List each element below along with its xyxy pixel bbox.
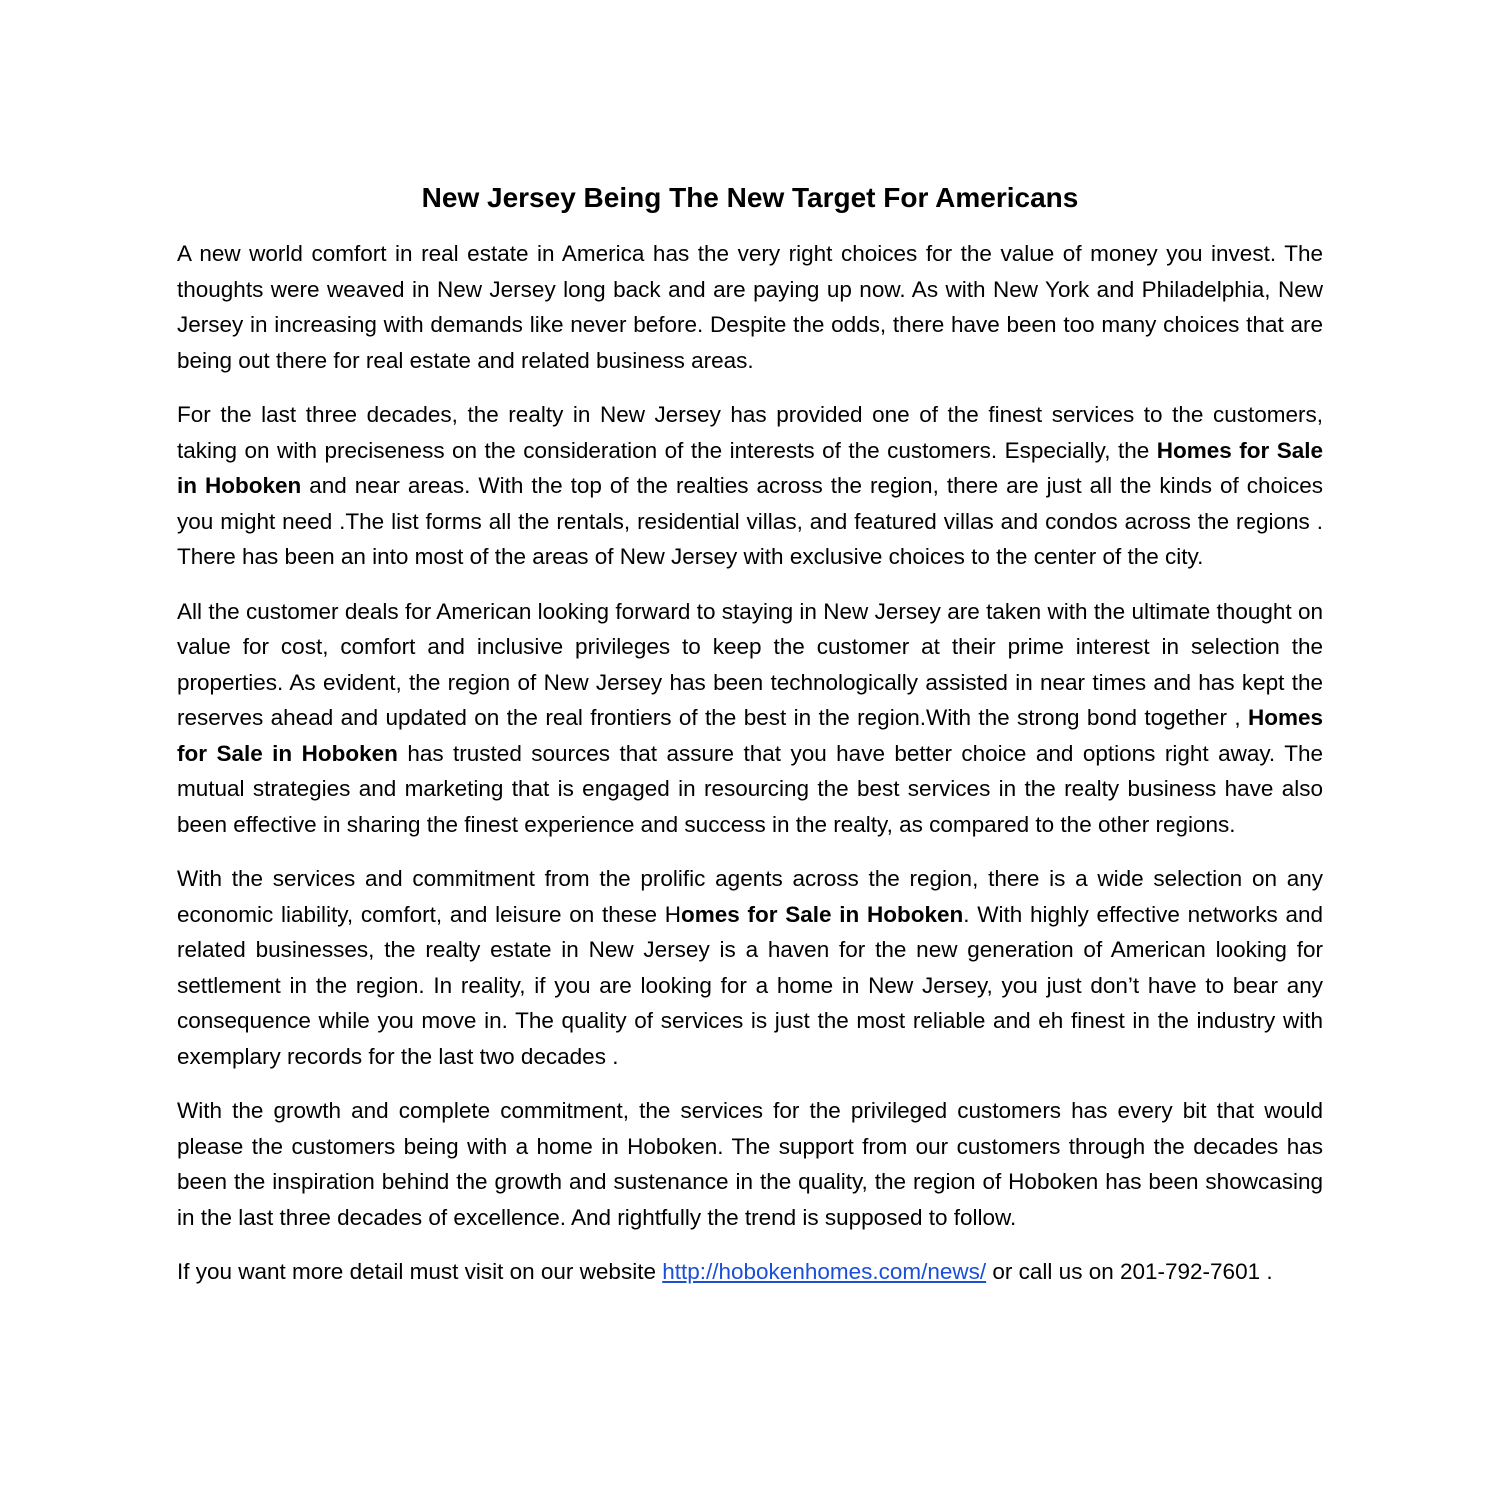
paragraph-6 [177,1254,1323,1290]
paragraph-2-keyword: Homes for Sale in Hoboken [177,437,1323,498]
document-title: New Jersey Being The New Target For Americans [421,182,1079,213]
paragraph-3-text-b: has trusted sources that assure that you have better choice and options right away. The mutual strategies and marketing that is engaged in resourcing the best services in the realty business have also been effective in sharing the finest experience and success in the realty, as compared to the other regions. [177,740,1323,837]
paragraph-3 [177,594,1323,843]
paragraph-6-text-a: If you want more detail must visit on our website [177,1259,663,1284]
paragraph-3-keyword: Homes for Sale in Hoboken [177,705,1323,766]
paragraph-4-keyword: omes for Sale in Hoboken [681,901,964,927]
paragraph-2 [177,397,1323,575]
paragraph-6-text-b: or call us on 201-792-7601 . [986,1259,1273,1284]
paragraph-1: A new world comfort in real estate in America has the very right choices for the value of money you invest. The thoughts were weaved in New Jersey long back and are paying up now. As with New York and Philadelphia, New Jersey in increasing with demands like never before. Despite the odds, there have been too many choices that are being out there for real estate and related business areas. [177,241,1323,373]
paragraph-2-text-a: For the last three decades, the realty in New Jersey has provided one of the finest services to the customers, taking on with preciseness on the consideration of the interests of the customers. Especially, the [177,402,1323,463]
paragraph-4-text-b: . With highly effective networks and related businesses, the realty estate in New Jersey is a haven for the new generation of American looking for settlement in the region. In reality, if you are looking for a home in New Jersey, you just don’t have to bear any consequence while you move in. The quality of services is just the most reliable and eh finest in the industry with exemplary records for the last two decades . [177,901,1323,1069]
paragraph-2-text-b: and near areas. With the top of the realties across the region, there are just all the kinds of choices you might need .The list forms all the rentals, residential villas, and featured villas and condos across the regions . There has been an into most of the areas of New Jersey with exclusive choices to the center of the city. [177,473,1323,569]
paragraph-4-text-a: With the services and commitment from the prolific agents across the region, there is a wide selection on any economic liability, comfort, and leisure on these H [177,866,1323,927]
paragraph-5: With the growth and complete commitment, the services for the privileged customers has every bit that would please the customers being with a home in Hoboken. The support from our customers through the decades has been the inspiration behind the growth and sustenance in the quality, the region of Hoboken has been showcasing in the last three decades of excellence. And rightfully the trend is supposed to follow. [177,1098,1323,1230]
paragraph-4 [177,861,1323,1074]
document-page [177,178,1323,1309]
paragraph-3-text-a: All the customer deals for American looking forward to staying in New Jersey are taken with the ultimate thought on value for cost, comfort and inclusive privileges to keep the customer at their prime interest in selection the properties. As evident, the region of New Jersey has been technologically assisted in near times and has kept the reserves ahead and updated on the real frontiers of the best in the region.With the strong bond together , [177,598,1323,730]
website-link[interactable]: http://hobokenhomes.com/news/ [662,1259,987,1284]
